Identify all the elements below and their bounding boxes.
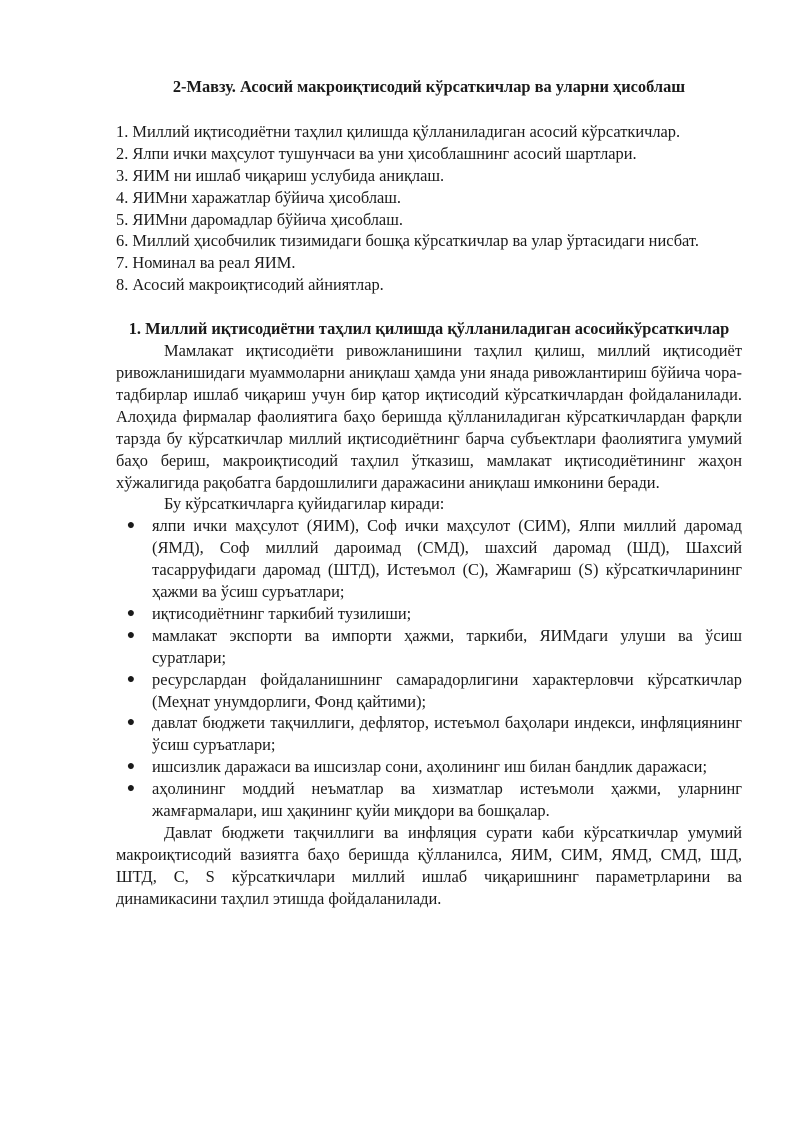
bullet-text: ишсизлик даражаси ва ишсизлар сони, аҳолининг иш билан бандлик даражаси; [152, 757, 708, 777]
bullet-text: мамлакат экспорти ва импорти ҳажми, таркиби, ЯИМдаги улуши ва ўсиш суратлари; [152, 625, 742, 667]
outline-item: 7. Номинал ва реал ЯИМ. [116, 253, 296, 273]
topic-outline-list [116, 121, 742, 296]
bullet-dot-icon: ● [126, 671, 136, 687]
document-page [116, 76, 742, 910]
bullet-item [126, 756, 742, 778]
outline-item: 2. Ялпи ички маҳсулот тушунчаси ва уни ҳисоблашнинг асосий шартлари. [116, 143, 637, 163]
bullet-dot-icon: ● [126, 715, 136, 731]
outline-item: 5. ЯИМни даромадлар бўйича ҳисоблаш. [116, 209, 403, 229]
bullet-text: ялпи ички маҳсулот (ЯИМ), Соф ички маҳсулот (СИМ), Ялпи миллий даромад (ЯМД), Соф миллий дароимад (СМД), шахсий даромад (ШД), Шахсий тасарруфидаги даромад (ШТД), Истеъмол (С), Жамғариш (S) кўрсаткичларининг ҳажми ва ўсиш суръатлари; [152, 516, 742, 602]
outline-item: 4. ЯИМни харажатлар бўйича ҳисоблаш. [116, 187, 402, 207]
outline-item: 6. Миллий ҳисобчилик тизимидаги бошқа кўрсаткичлар ва улар ўртасидаги нисбат. [116, 231, 699, 251]
bullet-dot-icon: ● [126, 759, 136, 775]
bullet-item [126, 669, 742, 713]
outline-item: 3. ЯИМ ни ишлаб чиқариш услубида аниқлаш. [116, 165, 445, 185]
bullet-item [126, 625, 742, 669]
bullet-text: аҳолининг моддий неъматлар ва хизматлар истеъмоли ҳажми, уларнинг жамғармалари, иш ҳақининг қуйи миқдори ва бошқалар. [152, 779, 742, 821]
bullet-dot-icon: ● [126, 605, 136, 621]
bullet-item [126, 712, 742, 756]
bullet-text: давлат бюджети тақчиллиги, дефлятор, истеъмол баҳолари индекси, инфляциянинг ўсиш суръатлари; [152, 713, 742, 755]
body-paragraph: Давлат бюджети тақчиллиги ва инфляция сурати каби кўрсаткичлар умумий макроиқтисодий вазиятга баҳо беришда қўлланилса, ЯИМ, СИМ, ЯМД, СМД, ШД, ШТД, С, S кўрсаткичлари миллий ишлаб чиқаришнинг параметрларини ва динамикасини таҳлил этишда фойдаланилади. [116, 823, 742, 908]
document-title: 2-Мавзу. Асосий макроиқтисодий кўрсаткичлар ва уларни ҳисоблаш [172, 77, 686, 96]
outline-item: 8. Асосий макроиқтисодий айниятлар. [116, 275, 384, 295]
outline-item: 1. Миллий иқтисодиётни таҳлил қилишда қўлланиладиган асосий кўрсаткичлар. [116, 121, 681, 141]
bullet-item [126, 515, 742, 603]
bullet-dot-icon: ● [126, 781, 136, 797]
section-heading: 1. Миллий иқтисодиётни таҳлил қилишда қўлланиладиган асосийкўрсаткичлар [128, 319, 730, 339]
bullet-text: ресурслардан фойдаланишнинг самарадорлигини характерловчи кўрсаткичлар (Меҳнат унумдорлиги, Фонд қайтими); [152, 669, 742, 711]
bullet-item [126, 778, 742, 822]
bullet-dot-icon: ● [126, 518, 136, 534]
bullet-text: иқтисодиётнинг таркибий тузилиши; [152, 603, 412, 623]
body-paragraph: Бу кўрсаткичларга қуйидагилар киради: [164, 494, 445, 514]
indicator-bullet-list [116, 515, 742, 822]
bullet-item [126, 603, 742, 625]
body-paragraph: Мамлакат иқтисодиёти ривожланишини таҳлил қилиш, миллий иқтисодиёт ривожланишидаги муаммоларни аниқлаш ҳамда уни янада ривожлантириш бўйича чора-тадбирлар ишлаб чиқариш учун бир қатор иқтисодий кўрсаткичлардан фойдаланилади. Алоҳида фирмалар фаолиятига баҳо беришда қўлланиладиган кўрсаткичлардан фарқли тарзда бу кўрсаткичлар миллий иқтисодиётнинг барча субъектлари фаолиятига умумий баҳо бериш, макроиқтисодий таҳлил ўтказиш, мамлакат иқтисодиётининг жаҳон хўжалигида рақобатга бардошлилиги даражасини аниқлаш имконини беради. [116, 341, 742, 492]
bullet-dot-icon: ● [126, 627, 136, 643]
